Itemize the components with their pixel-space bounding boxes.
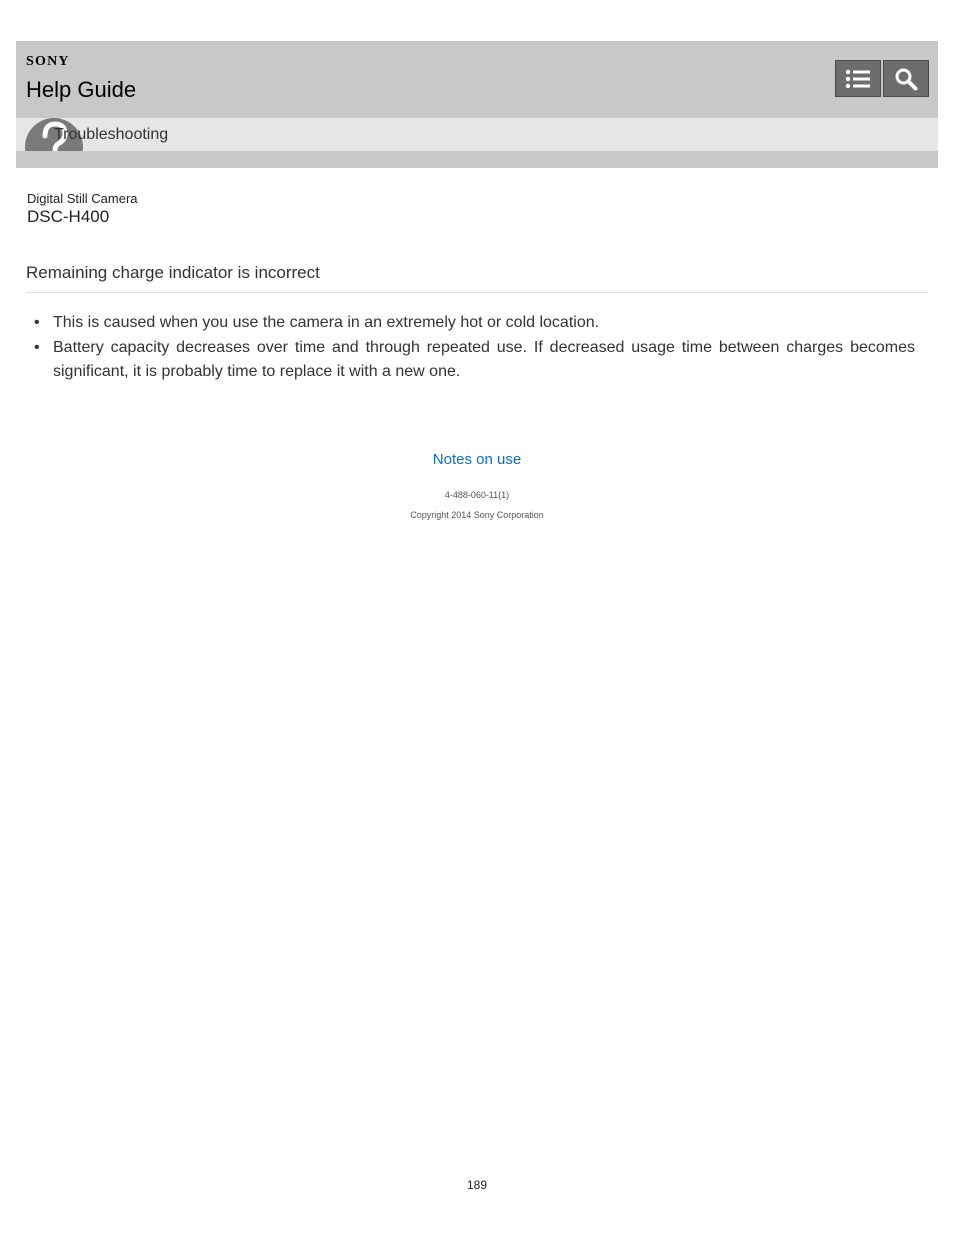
help-guide-title[interactable]: Help Guide <box>26 77 137 102</box>
sony-logo: SONY <box>26 54 70 69</box>
search-icon <box>894 67 918 91</box>
section-title[interactable]: Troubleshooting <box>54 126 169 143</box>
product-model: DSC-H400 <box>27 207 110 226</box>
copyright-text: Copyright 2014 Sony Corporation <box>410 510 544 520</box>
list-item: • Battery capacity decreases over time and through repeated use. If decreased usage time between charges becomes significant, it is probably time to replace it with a new one. <box>53 336 915 384</box>
product-type: Digital Still Camera <box>27 191 138 206</box>
list-icon <box>845 69 871 89</box>
notes-on-use-container <box>0 451 954 468</box>
search-button[interactable] <box>883 60 929 97</box>
section-bar <box>16 118 938 151</box>
help-guide-header <box>16 41 938 168</box>
troubleshooting-list <box>53 311 915 385</box>
page-number: 189 <box>466 1178 488 1192</box>
page-title: Remaining charge indicator is incorrect <box>26 263 928 293</box>
header-toolbar <box>835 60 929 97</box>
notes-on-use-link[interactable]: Notes on use <box>432 451 522 468</box>
table-of-contents-button[interactable] <box>835 60 881 97</box>
list-item: • This is caused when you use the camera in an extremely hot or cold location. <box>53 311 915 335</box>
document-number: 4-488-060-11(1) <box>444 490 510 500</box>
